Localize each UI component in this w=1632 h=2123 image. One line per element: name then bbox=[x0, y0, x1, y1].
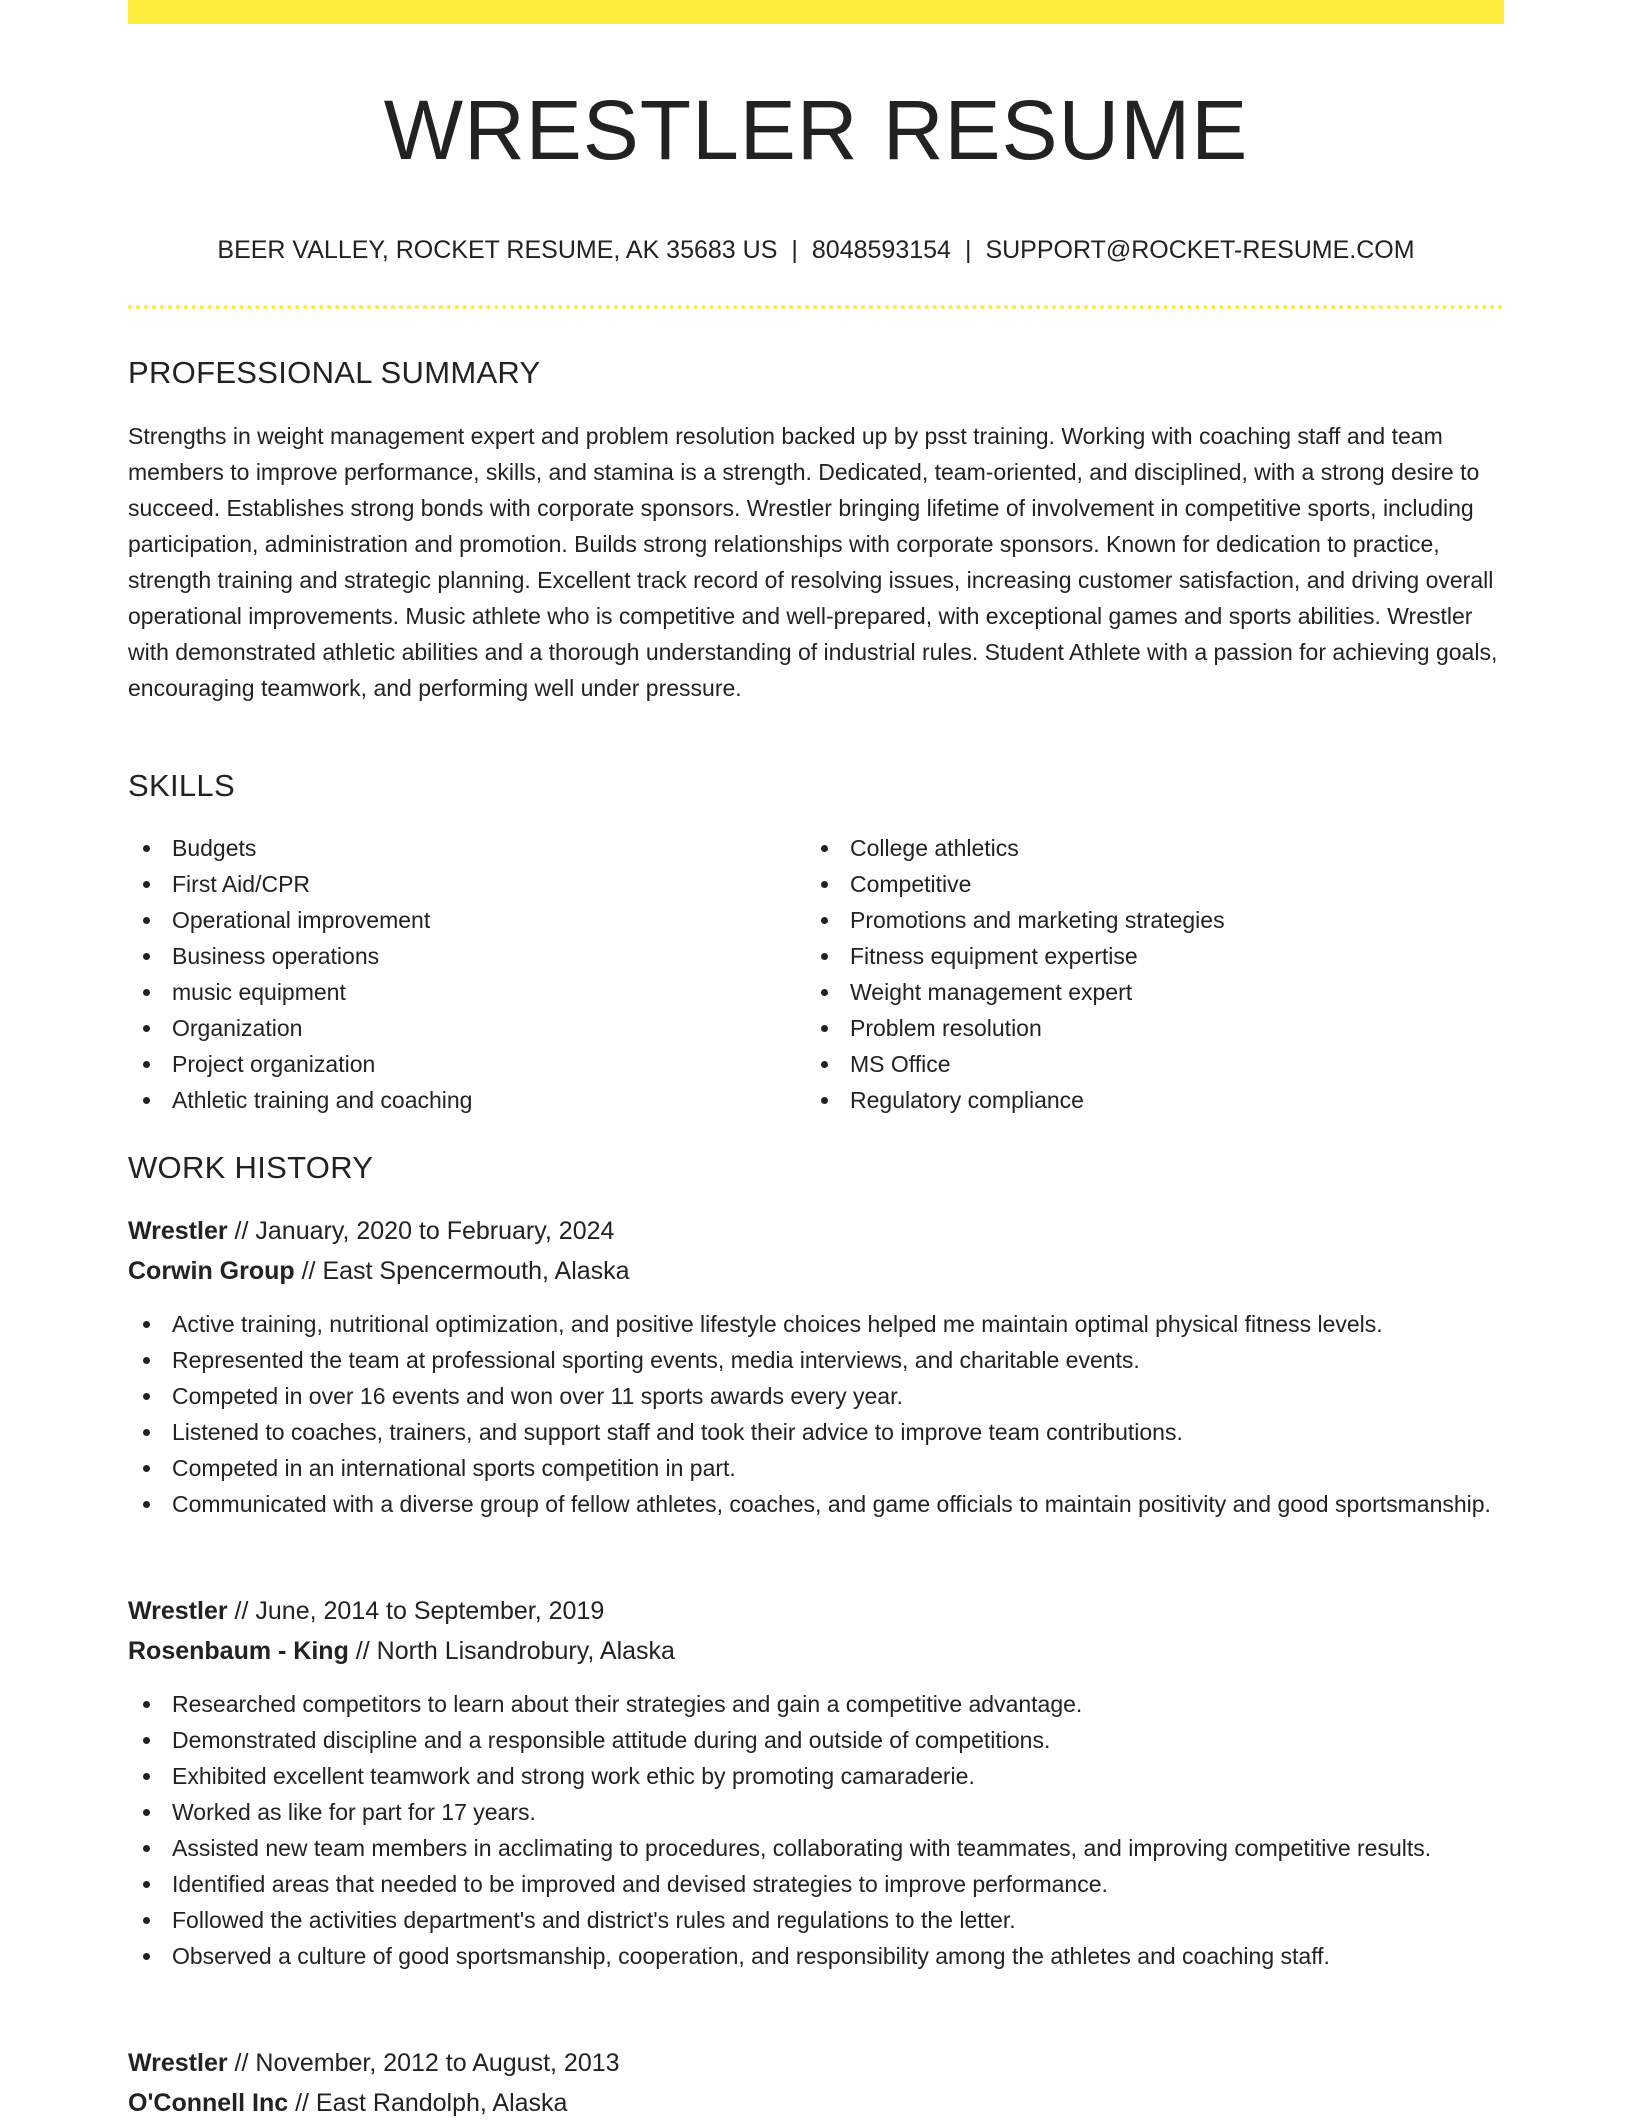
job-company: Rosenbaum - King bbox=[128, 1637, 349, 1665]
job-bullet: Active training, nutritional optimization, and positive lifestyle choices helped me maintain optimal physical fitness levels. bbox=[128, 1306, 1504, 1342]
job-role: Wrestler bbox=[128, 1217, 228, 1245]
job-bullet: Competed in over 16 events and won over 11 sports awards every year. bbox=[128, 1378, 1504, 1414]
skill-item: MS Office bbox=[806, 1046, 1466, 1082]
contact-separator: | bbox=[964, 236, 972, 264]
skill-item: First Aid/CPR bbox=[128, 866, 788, 902]
job-bullet: Exhibited excellent teamwork and strong work ethic by promoting camaraderie. bbox=[128, 1758, 1504, 1794]
job-bullet: Communicated with a diverse group of fellow athletes, coaches, and game officials to maintain positivity and good sportsmanship. bbox=[128, 1486, 1504, 1522]
skill-item: College athletics bbox=[806, 830, 1466, 866]
skill-item: Regulatory compliance bbox=[806, 1082, 1466, 1118]
job-bullet: Followed the activities department's and district's rules and regulations to the letter. bbox=[128, 1902, 1504, 1938]
job-company-line bbox=[128, 2083, 567, 2123]
job-bullet: Represented the team at professional sporting events, media interviews, and charitable events. bbox=[128, 1342, 1504, 1378]
skills-heading: SKILLS bbox=[128, 768, 235, 803]
skill-item: Fitness equipment expertise bbox=[806, 938, 1466, 974]
header-divider bbox=[128, 305, 1504, 309]
job-bullet: Identified areas that needed to be improved and devised strategies to improve performance. bbox=[128, 1866, 1504, 1902]
job-dates: // November, 2012 to August, 2013 bbox=[234, 2049, 620, 2077]
work-history-heading: WORK HISTORY bbox=[128, 1150, 374, 1185]
job-company: Corwin Group bbox=[128, 1257, 295, 1285]
job-role: Wrestler bbox=[128, 1597, 228, 1625]
resume-title: WRESTLER RESUME bbox=[383, 83, 1249, 177]
job-location: // East Randolph, Alaska bbox=[295, 2089, 568, 2117]
skill-item: music equipment bbox=[128, 974, 788, 1010]
job-bullet: Worked as like for part for 17 years. bbox=[128, 1794, 1504, 1830]
skills-list-right bbox=[806, 830, 1466, 1118]
job-dates: // January, 2020 to February, 2024 bbox=[234, 1217, 615, 1245]
job-bullet: Assisted new team members in acclimating to procedures, collaborating with teammates, and improving competitive results. bbox=[128, 1830, 1504, 1866]
contact-phone: 8048593154 bbox=[811, 236, 951, 264]
summary-heading: PROFESSIONAL SUMMARY bbox=[128, 355, 541, 390]
skill-item: Project organization bbox=[128, 1046, 788, 1082]
job-bullet: Competed in an international sports competition in part. bbox=[128, 1450, 1504, 1486]
skill-item: Organization bbox=[128, 1010, 788, 1046]
skill-item: Problem resolution bbox=[806, 1010, 1466, 1046]
skill-item: Athletic training and coaching bbox=[128, 1082, 788, 1118]
job-title-line bbox=[128, 1211, 614, 1251]
contact-separator: | bbox=[791, 236, 798, 264]
skill-item: Operational improvement bbox=[128, 902, 788, 938]
skill-item: Budgets bbox=[128, 830, 788, 866]
job-bullets bbox=[128, 1686, 1504, 1974]
job-company-line bbox=[128, 1251, 630, 1291]
job-bullets bbox=[128, 1306, 1504, 1522]
skill-item: Business operations bbox=[128, 938, 788, 974]
job-company-line bbox=[128, 1631, 675, 1671]
summary-text: Strengths in weight management expert and problem resolution backed up by psst training. Working with coaching staff and team members to improve performance, skills, and stamina is a strength. Dedicated, team-oriented, and disciplined, with a strong desire to succeed. Establishes strong bonds with corporate sponsors. Wrestler bringing lifetime of involvement in competitive sports, including participation, administration and promotion. Builds strong relationships with corporate sponsors. Known for dedication to practice, strength training and strategic planning. Excellent track record of resolving issues, increasing customer satisfaction, and driving overall operational improvements. Music athlete who is competitive and well-prepared, with exceptional games and sports abilities. Wrestler with demonstrated athletic abilities and a thorough understanding of industrial rules. Student Athlete with a passion for achieving goals, encouraging teamwork, and performing well under pressure. bbox=[128, 423, 1498, 701]
contact-address: BEER VALLEY, ROCKET RESUME, AK 35683 US bbox=[217, 236, 778, 264]
job-bullet: Observed a culture of good sportsmanship, cooperation, and responsibility among the athletes and coaching staff. bbox=[128, 1938, 1504, 1974]
job-location: // East Spencermouth, Alaska bbox=[301, 1257, 630, 1285]
job-dates: // June, 2014 to September, 2019 bbox=[234, 1597, 605, 1625]
contact-line bbox=[128, 236, 1504, 265]
job-location: // North Lisandrobury, Alaska bbox=[355, 1637, 675, 1665]
skills-list-left bbox=[128, 830, 788, 1118]
job-bullet: Listened to coaches, trainers, and support staff and took their advice to improve team contributions. bbox=[128, 1414, 1504, 1450]
skill-item: Competitive bbox=[806, 866, 1466, 902]
job-company: O'Connell Inc bbox=[128, 2089, 289, 2117]
job-title-line bbox=[128, 2043, 620, 2083]
job-role: Wrestler bbox=[128, 2049, 228, 2077]
contact-email: SUPPORT@ROCKET-RESUME.COM bbox=[985, 236, 1415, 264]
skill-item: Weight management expert bbox=[806, 974, 1466, 1010]
top-accent-bar bbox=[128, 0, 1504, 24]
job-bullet: Demonstrated discipline and a responsible attitude during and outside of competitions. bbox=[128, 1722, 1504, 1758]
job-title-line bbox=[128, 1591, 604, 1631]
job-bullet: Researched competitors to learn about their strategies and gain a competitive advantage. bbox=[128, 1686, 1504, 1722]
skill-item: Promotions and marketing strategies bbox=[806, 902, 1466, 938]
